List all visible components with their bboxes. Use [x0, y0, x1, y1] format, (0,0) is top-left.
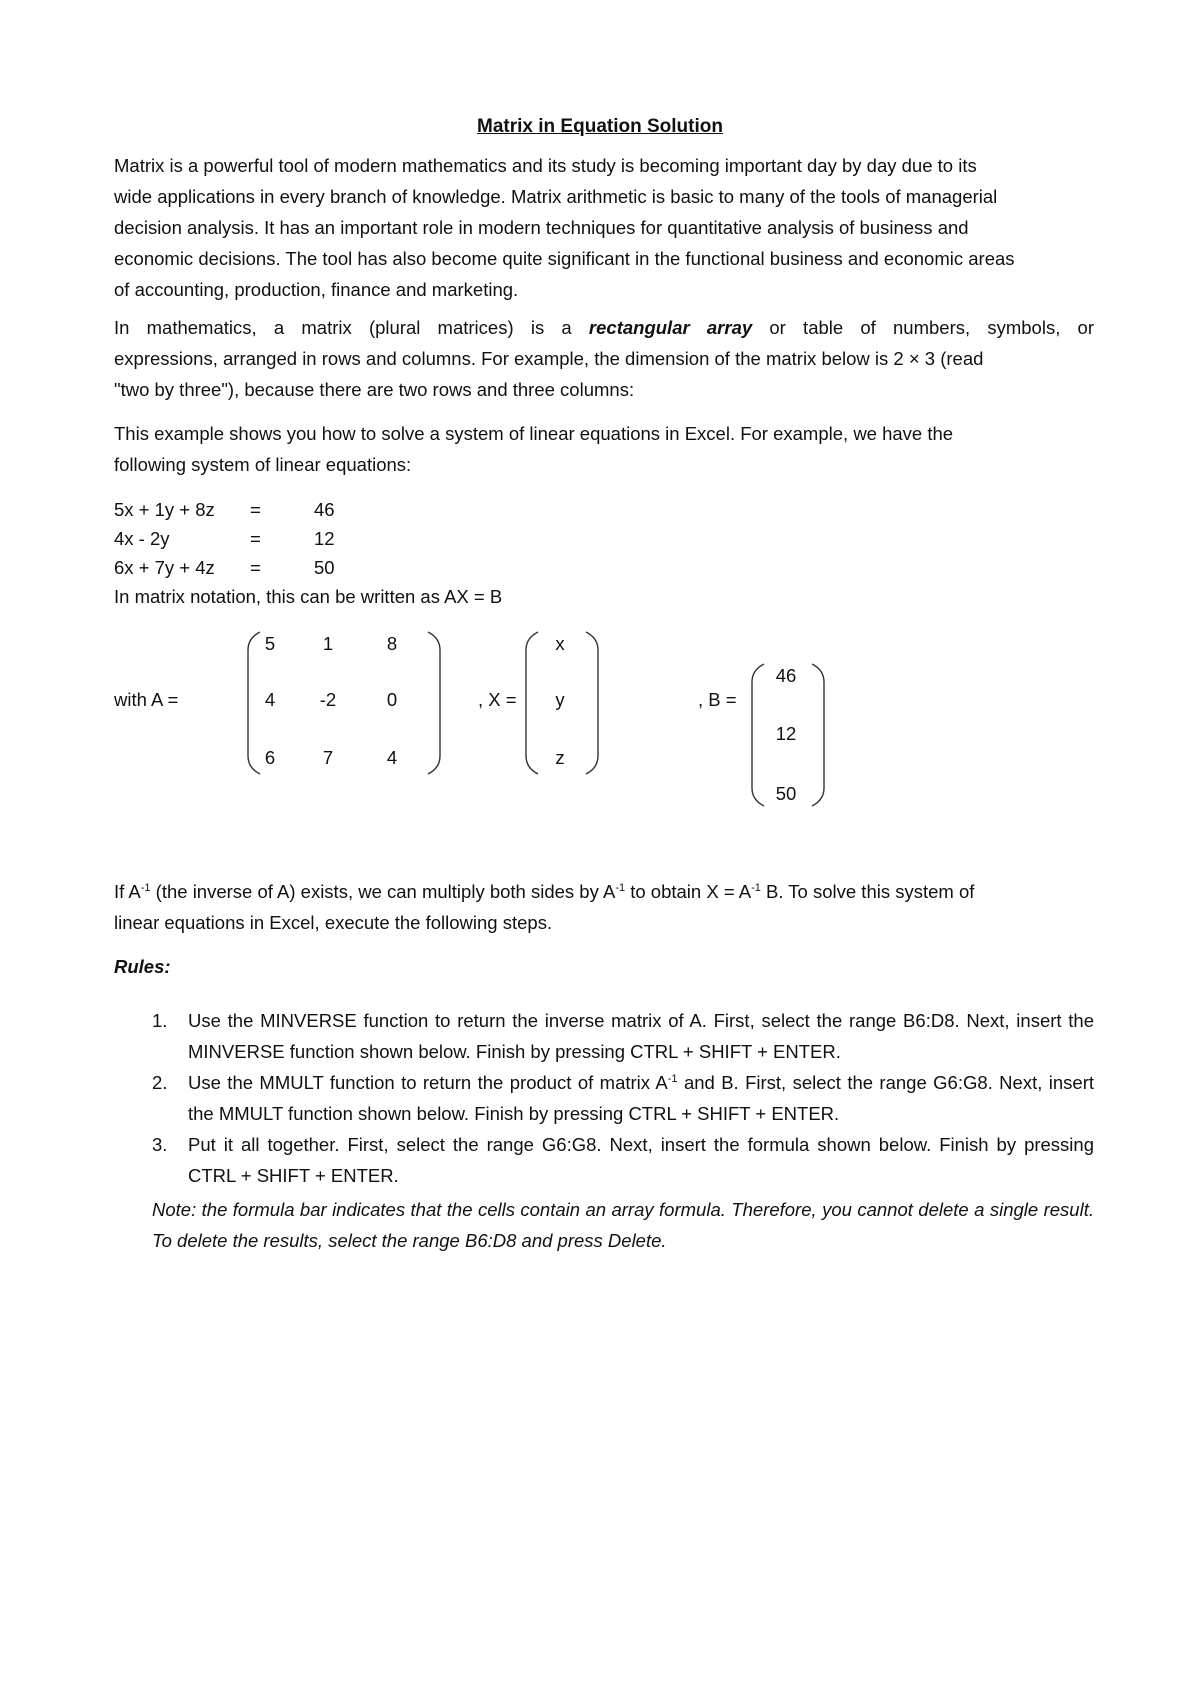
inverse-line-2: linear equations in Excel, execute the following steps.: [114, 912, 553, 933]
intro-line: wide applications in every branch of knowledge. Matrix arithmetic is basic to many of the tools of managerial: [114, 186, 998, 207]
rule-text: Use the MINVERSE function to return the inverse matrix of A. First, select the range B6:D8. Next, insert the MINVERSE function shown below. Finish by pressing CTRL + SHIFT + ENTER.: [188, 1010, 1094, 1062]
matrix-b-label: , B =: [698, 689, 737, 710]
inverse-line-1: If $A^{-1}$ (the inverse of A) exists, we can multiply both sides by $A^{-1}$ to obtain $X = A^{-1}$ B. To solve this system of: [114, 881, 975, 902]
definition-line-3: "two by three"), because there are two rows and three columns:: [114, 379, 635, 400]
matrix-x-cell: z: [555, 747, 565, 768]
rules-list: [114, 1005, 1094, 1191]
intro-line: Matrix is a powerful tool of modern mathematics and its study is becoming important day by day due to its: [114, 155, 977, 176]
intro-line: of accounting, production, finance and marketing.: [114, 279, 519, 300]
matrix-a-cell: 1: [322, 633, 334, 654]
equation-rhs: 50: [314, 557, 335, 578]
definition-paragraph: [114, 312, 1094, 405]
matrix-x-cell: x: [555, 633, 565, 654]
example-line: This example shows you how to solve a system of linear equations in Excel. For example, we have the: [114, 423, 954, 444]
intro-line: decision analysis. It has an important role in modern techniques for quantitative analysis of business and: [114, 217, 969, 238]
matrix-b-cell: 46: [775, 665, 797, 686]
matrix-a-cell: 5: [264, 633, 276, 654]
equation-equals: =: [250, 528, 261, 549]
rules-heading: Rules:: [114, 956, 171, 977]
intro-line: economic decisions. The tool has also become quite significant in the functional business and economic areas: [114, 248, 1015, 269]
equation-lhs: 4x - 2y: [114, 528, 170, 549]
rule-number: 3.: [152, 1134, 168, 1155]
intro-paragraph: [114, 150, 1094, 305]
page-title: Matrix in Equation Solution: [477, 116, 723, 137]
equation-equals: =: [250, 499, 261, 520]
example-paragraph: [114, 418, 1094, 480]
equation-equals: =: [250, 557, 261, 578]
definition-line-1: In mathematics, a matrix (plural matrices) is a rectangular array or table of numbers, symbols, or: [114, 317, 1095, 338]
list-item: [114, 1067, 1094, 1129]
equation-rhs: 46: [314, 499, 335, 520]
matrix-x-label: , X =: [478, 689, 517, 710]
matrix-b-cell: 12: [775, 723, 797, 744]
rule-text: Use the MMULT function to return the product of matrix $A^{-1}$ and B. First, select the range G6:G8. Next, insert the MMULT function shown below. Finish by pressing CTRL + SHIFT + ENTER.: [188, 1072, 1094, 1124]
example-line: following system of linear equations:: [114, 454, 412, 475]
rule-number: 2.: [152, 1072, 168, 1093]
matrix-x: [522, 628, 602, 778]
matrix-a-label: with A =: [114, 689, 179, 710]
note-paragraph: Note: the formula bar indicates that the cells contain an array formula. Therefore, you cannot delete a single result. To delete the results, select the range B6:D8 and press Delete.: [152, 1199, 1094, 1251]
list-item: [114, 1005, 1094, 1067]
equation-rhs: 12: [314, 528, 335, 549]
matrix-a-cell: 6: [264, 747, 276, 768]
definition-line-2: expressions, arranged in rows and columns. For example, the dimension of the matrix below is 2 × 3 (read: [114, 348, 984, 369]
matrix-a-cell: 0: [386, 689, 398, 710]
matrix-x-cell: y: [555, 689, 565, 710]
matrix-a-cell: 8: [386, 633, 398, 654]
inverse-paragraph: [114, 876, 1094, 938]
document-page: Matrix in Equation Solution Matrix is a powerful tool of modern mathematics and its study is becoming important day by day due to its wide applications in every branch of knowledge. Matrix arithmetic is basic to many of the tools of managerial decision analysis. It has an important role in modern techniques for quantitative analysis of business and economic decisions. The tool has also become quite significant in the functional business and economic areas of accounting, production, finance and marketing. In mathematics, a matrix (plural matrices) is a rectangular array or table of numbers, symbols, or expressions, arranged in rows and columns. For example, the dimension of the matrix below is 2 × 3 (read "two by three"), because there are two rows and three columns: This example shows you how to solve a system of linear equations in Excel. For example, we have the following system of linear equations: 5x + 1y + 8z = 46 4x - 2y = 12 6x + 7y + 4z = 50 In matrix notation, this can be written as AX = B with A = 5 1 8 4 -2 0 6 7 4 , X = x y z , B = 46 12 50 If $A^{-1}$ (the inverse of A) exists, we can multiply both sides by $A^{-1}$ to obtain $X = A^{-1}$ B. To solve this system of linear equations in Excel, execute the following steps. Rules: 1. Use the MINVERSE function to return the inverse matrix of A. First, select the range B6:D8. Next, insert the MINVERSE function shown below. Finish by pressing CTRL + SHIFT + ENTER. 2. Use the MMULT function to return the product of matrix $A^{-1}$ and B. First, select the range G6:G8. Next, insert the MMULT function shown below. Finish by pressing CTRL + SHIFT + ENTER. 3. Put it all together. First, select the range G6:G8. Next, insert the formula shown below. Finish by pressing CTRL + SHIFT + ENTER. Note: the formula bar indicates that the cells contain an array formula. Therefore, you cannot delete a single result. To delete the results, select the range B6:D8 and press Delete.: [0, 0, 1200, 1696]
equation-lhs: 6x + 7y + 4z: [114, 557, 215, 578]
matrix-a-cell: -2: [319, 689, 337, 710]
list-item: [114, 1129, 1094, 1191]
matrix-a-cell: 4: [386, 747, 398, 768]
matrix-a-cell: 7: [322, 747, 334, 768]
rule-text: Put it all together. First, select the range G6:G8. Next, insert the formula shown below. Finish by pressing CTRL + SHIFT + ENTER.: [188, 1134, 1094, 1186]
matrix-a: [244, 628, 444, 778]
emphasis-term: rectangular array: [588, 317, 753, 338]
rule-number: 1.: [152, 1010, 168, 1031]
matrix-b-cell: 50: [775, 783, 797, 804]
equation-lhs: 5x + 1y + 8z: [114, 499, 215, 520]
matrix-a-cell: 4: [264, 689, 276, 710]
matrix-b: [748, 660, 828, 810]
